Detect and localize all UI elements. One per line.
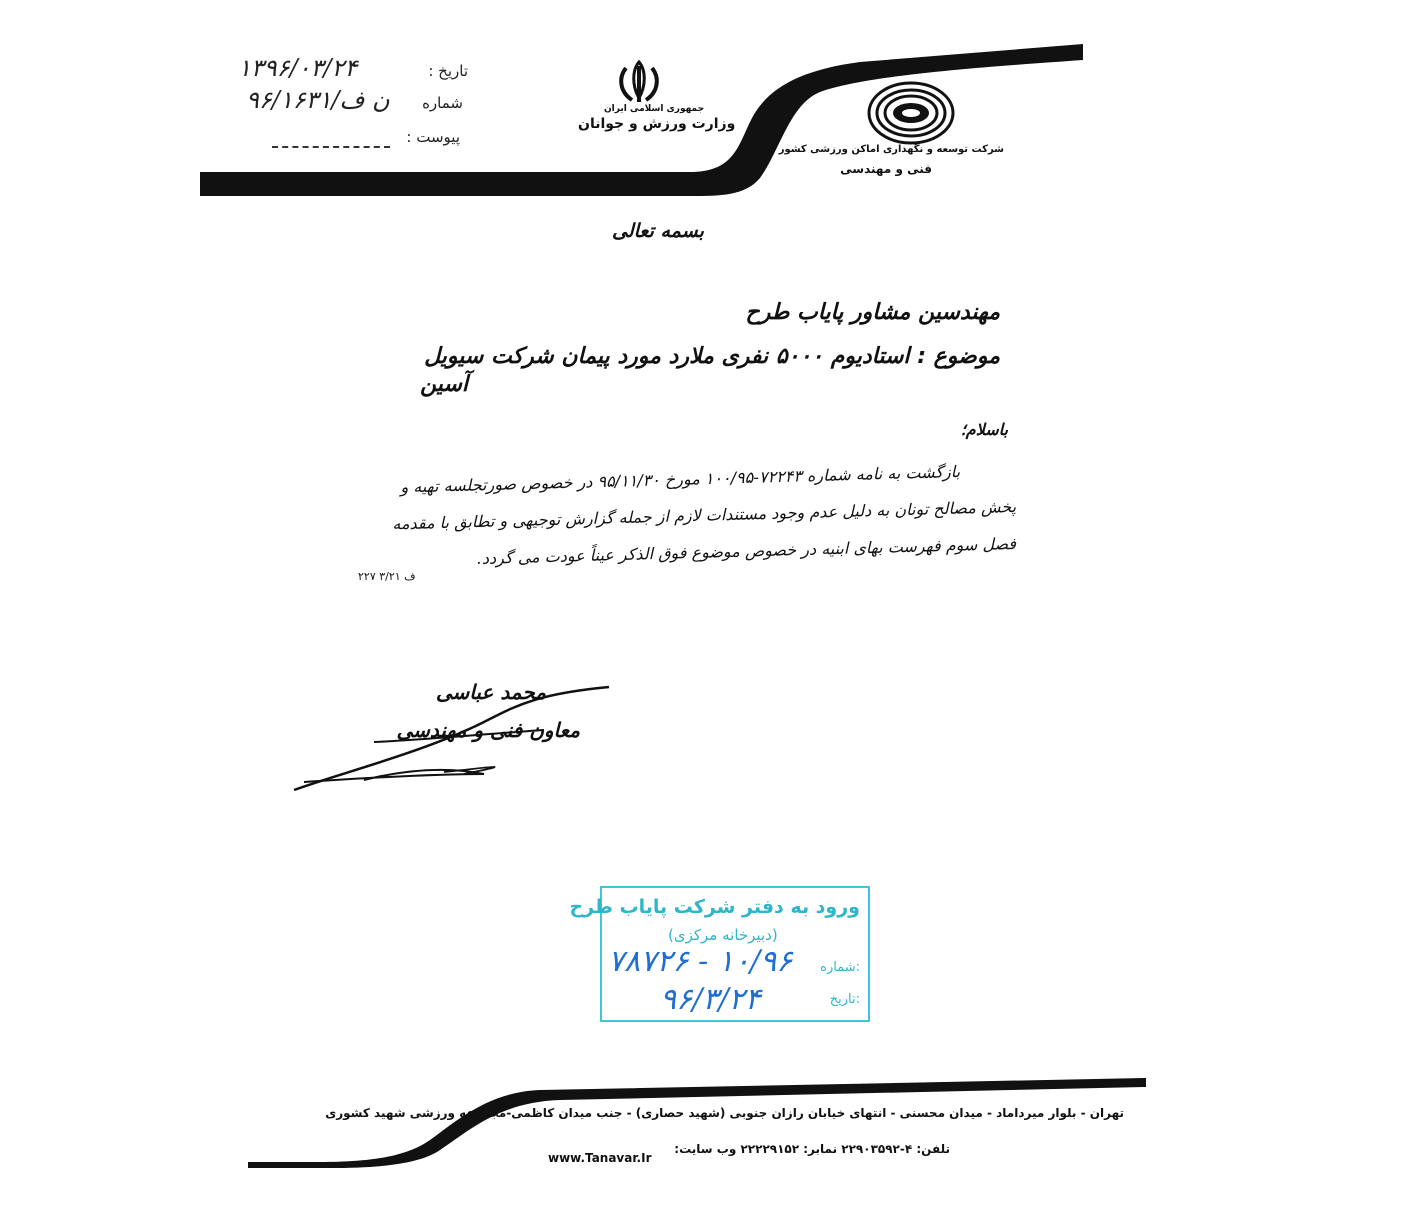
number-value: ۹۶/۱۶۳۱/ن ف <box>246 86 390 114</box>
footer-phone: تلفن: ۴-۲۲۹۰۳۵۹۲ نمابر: ۲۲۲۲۹۱۵۲ وب سایت: <box>674 1142 950 1156</box>
recipient: مهندسین مشاور پایاب طرح <box>745 300 1000 325</box>
stamp-subtitle: (دبیرخانه مرکزی) <box>668 926 778 944</box>
stamp-date-value: ۹۶/۳/۲۴ <box>660 982 761 1017</box>
date-label: تاریخ : <box>428 62 468 80</box>
attachment-label: پیوست : <box>406 128 460 146</box>
footer-website: www.Tanavar.Ir <box>548 1151 652 1165</box>
stamp-title: ورود به دفتر شرکت پایاب طرح <box>569 896 860 918</box>
signer-title: معاون فنی و مهندسی <box>396 718 580 742</box>
subject-line-1: موضوع : استادیوم ۵۰۰۰ نفری ملارد مورد پیمان شرکت سیویل <box>424 344 1000 369</box>
basmala: بسمه تعالی <box>612 220 704 242</box>
company-logo-icon <box>866 80 956 146</box>
number-label: شماره <box>422 94 463 112</box>
body-line-2: پخش مصالح تونان به دلیل عدم وجود مستندات لازم از جمله گزارش توجیهی و تطابق با مقدمه <box>392 497 1017 534</box>
body-line-1: بازگشت به نامه شماره ۷۲۲۴۳-۱۰۰/۹۵ مورخ ۹۵/۱۱/۳۰ در خصوص صورتجلسه تهیه و <box>400 462 961 497</box>
handwritten-signature <box>284 682 624 796</box>
footer-band <box>0 1070 1424 1180</box>
receipt-stamp <box>569 886 870 1022</box>
stamp-number-label: شماره: <box>820 960 860 975</box>
date-value: ۱۳۹۶/۰۳/۲۴ <box>238 54 358 82</box>
company-department: فنی و مهندسی <box>840 162 932 176</box>
body-line-3: فصل سوم فهرست بهای ابنیه در خصوص موضوع فوق الذکر عیناً عودت می گردد. <box>476 534 1017 569</box>
header-band <box>0 0 1424 210</box>
ministry-republic: جمهوری اسلامی ایران <box>604 104 705 114</box>
ministry-name: وزارت ورزش و جوانان <box>578 116 736 132</box>
company-name: شرکت توسعه و نگهداری اماکن ورزشی کشور <box>778 144 1004 155</box>
body-ref-note: ۲۲۷ ف ۳/۲۱ <box>358 570 416 583</box>
subject-line-2: آسین <box>420 372 468 397</box>
iran-emblem-icon <box>612 58 666 108</box>
greeting: باسلام؛ <box>960 420 1008 439</box>
signer-name: محمد عباسی <box>435 680 546 704</box>
stamp-date-label: تاریخ: <box>829 992 860 1007</box>
stamp-number-value: ۷۸۷۲۶ - ۱۰/۹۶ <box>608 944 793 979</box>
footer-address: تهران - بلوار میرداماد - میدان محسنی - انتهای خیابان رازان جنوبی (شهید حصاری) - جنب میدان کاظمی-مجموعه ورزشی شهید کشوری <box>325 1106 1124 1120</box>
attachment-line <box>272 146 390 148</box>
